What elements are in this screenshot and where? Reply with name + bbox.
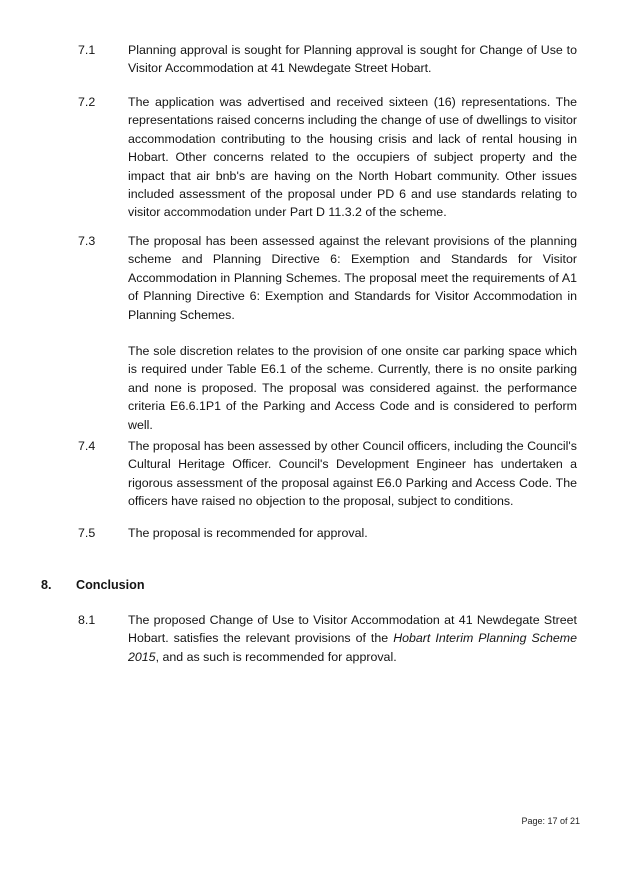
item-number: 7.3: [78, 234, 96, 248]
paragraph-text: , and as such is recommended for approval.: [155, 649, 397, 664]
item-paragraph: Planning approval is sought for Planning approval is sought for Change of Use to Visitor Accommodation at 41 Newdegate Street Hobart.: [128, 43, 577, 76]
item-number: 7.1: [78, 43, 96, 57]
item-body: [128, 232, 577, 434]
item-number: 7.2: [78, 95, 96, 109]
paragraph-text: The proposed Change of Use to Visitor Accommodation at 41 Newdegate Street Hobart. satisfies the relevant provisions of the: [128, 613, 577, 646]
item-body: [128, 93, 577, 222]
item-paragraph: The proposal has been assessed by other Council officers, including the Council's Cultural Heritage Officer. Council's Development Engineer has undertaken a rigorous assessment of the proposal against E6.0 Parking and Access Code. The officers have raised no objection to the proposal, subject to conditions.: [128, 439, 577, 509]
item-paragraph: [128, 611, 577, 666]
scheme-title: Hobart Interim Planning Scheme 2015: [128, 631, 577, 664]
page-number: Page: 17 of 21: [521, 816, 580, 826]
item-number: 7.5: [78, 526, 96, 540]
item-number: 8.1: [78, 613, 96, 627]
item-body: [128, 524, 577, 542]
item-paragraph: The proposal has been assessed against the relevant provisions of the planning scheme and Planning Directive 6: Exemption and Standards for Visitor Accommodation in Planning Schemes. The proposal meet the requirements of A1 of Planning Directive 6: Exemption and Standards for Visitor Accommodation in Planning Schemes.: [128, 234, 577, 322]
section-number: 8.: [41, 578, 52, 592]
section-title: Conclusion: [76, 578, 145, 592]
item-number: 7.4: [78, 439, 96, 453]
item-body: [128, 437, 577, 511]
item-body: [128, 41, 577, 78]
section-heading-conclusion: [41, 576, 145, 594]
item-paragraph: The proposal is recommended for approval.: [128, 526, 368, 540]
item-body: [128, 611, 577, 666]
item-paragraph: The sole discretion relates to the provision of one onsite car parking space which is required under Table E6.1 of the scheme. Currently, there is no onsite parking and none is proposed. The proposal was considered against. the performance criteria E6.6.1P1 of the Parking and Access Code and is considered to perform well.: [128, 344, 577, 432]
item-paragraph: The application was advertised and received sixteen (16) representations. The representations raised concerns including the change of use of dwellings to visitor accommodation contributing to the housing crisis and lack of rental housing in Hobart. Other concerns related to the occupiers of subject property and the impact that air bnb's are having on the North Hobart community. Other issues included assessment of the proposal under PD 6 and use standards relating to visitor accommodation under Part D 11.3.2 of the scheme.: [128, 95, 577, 220]
